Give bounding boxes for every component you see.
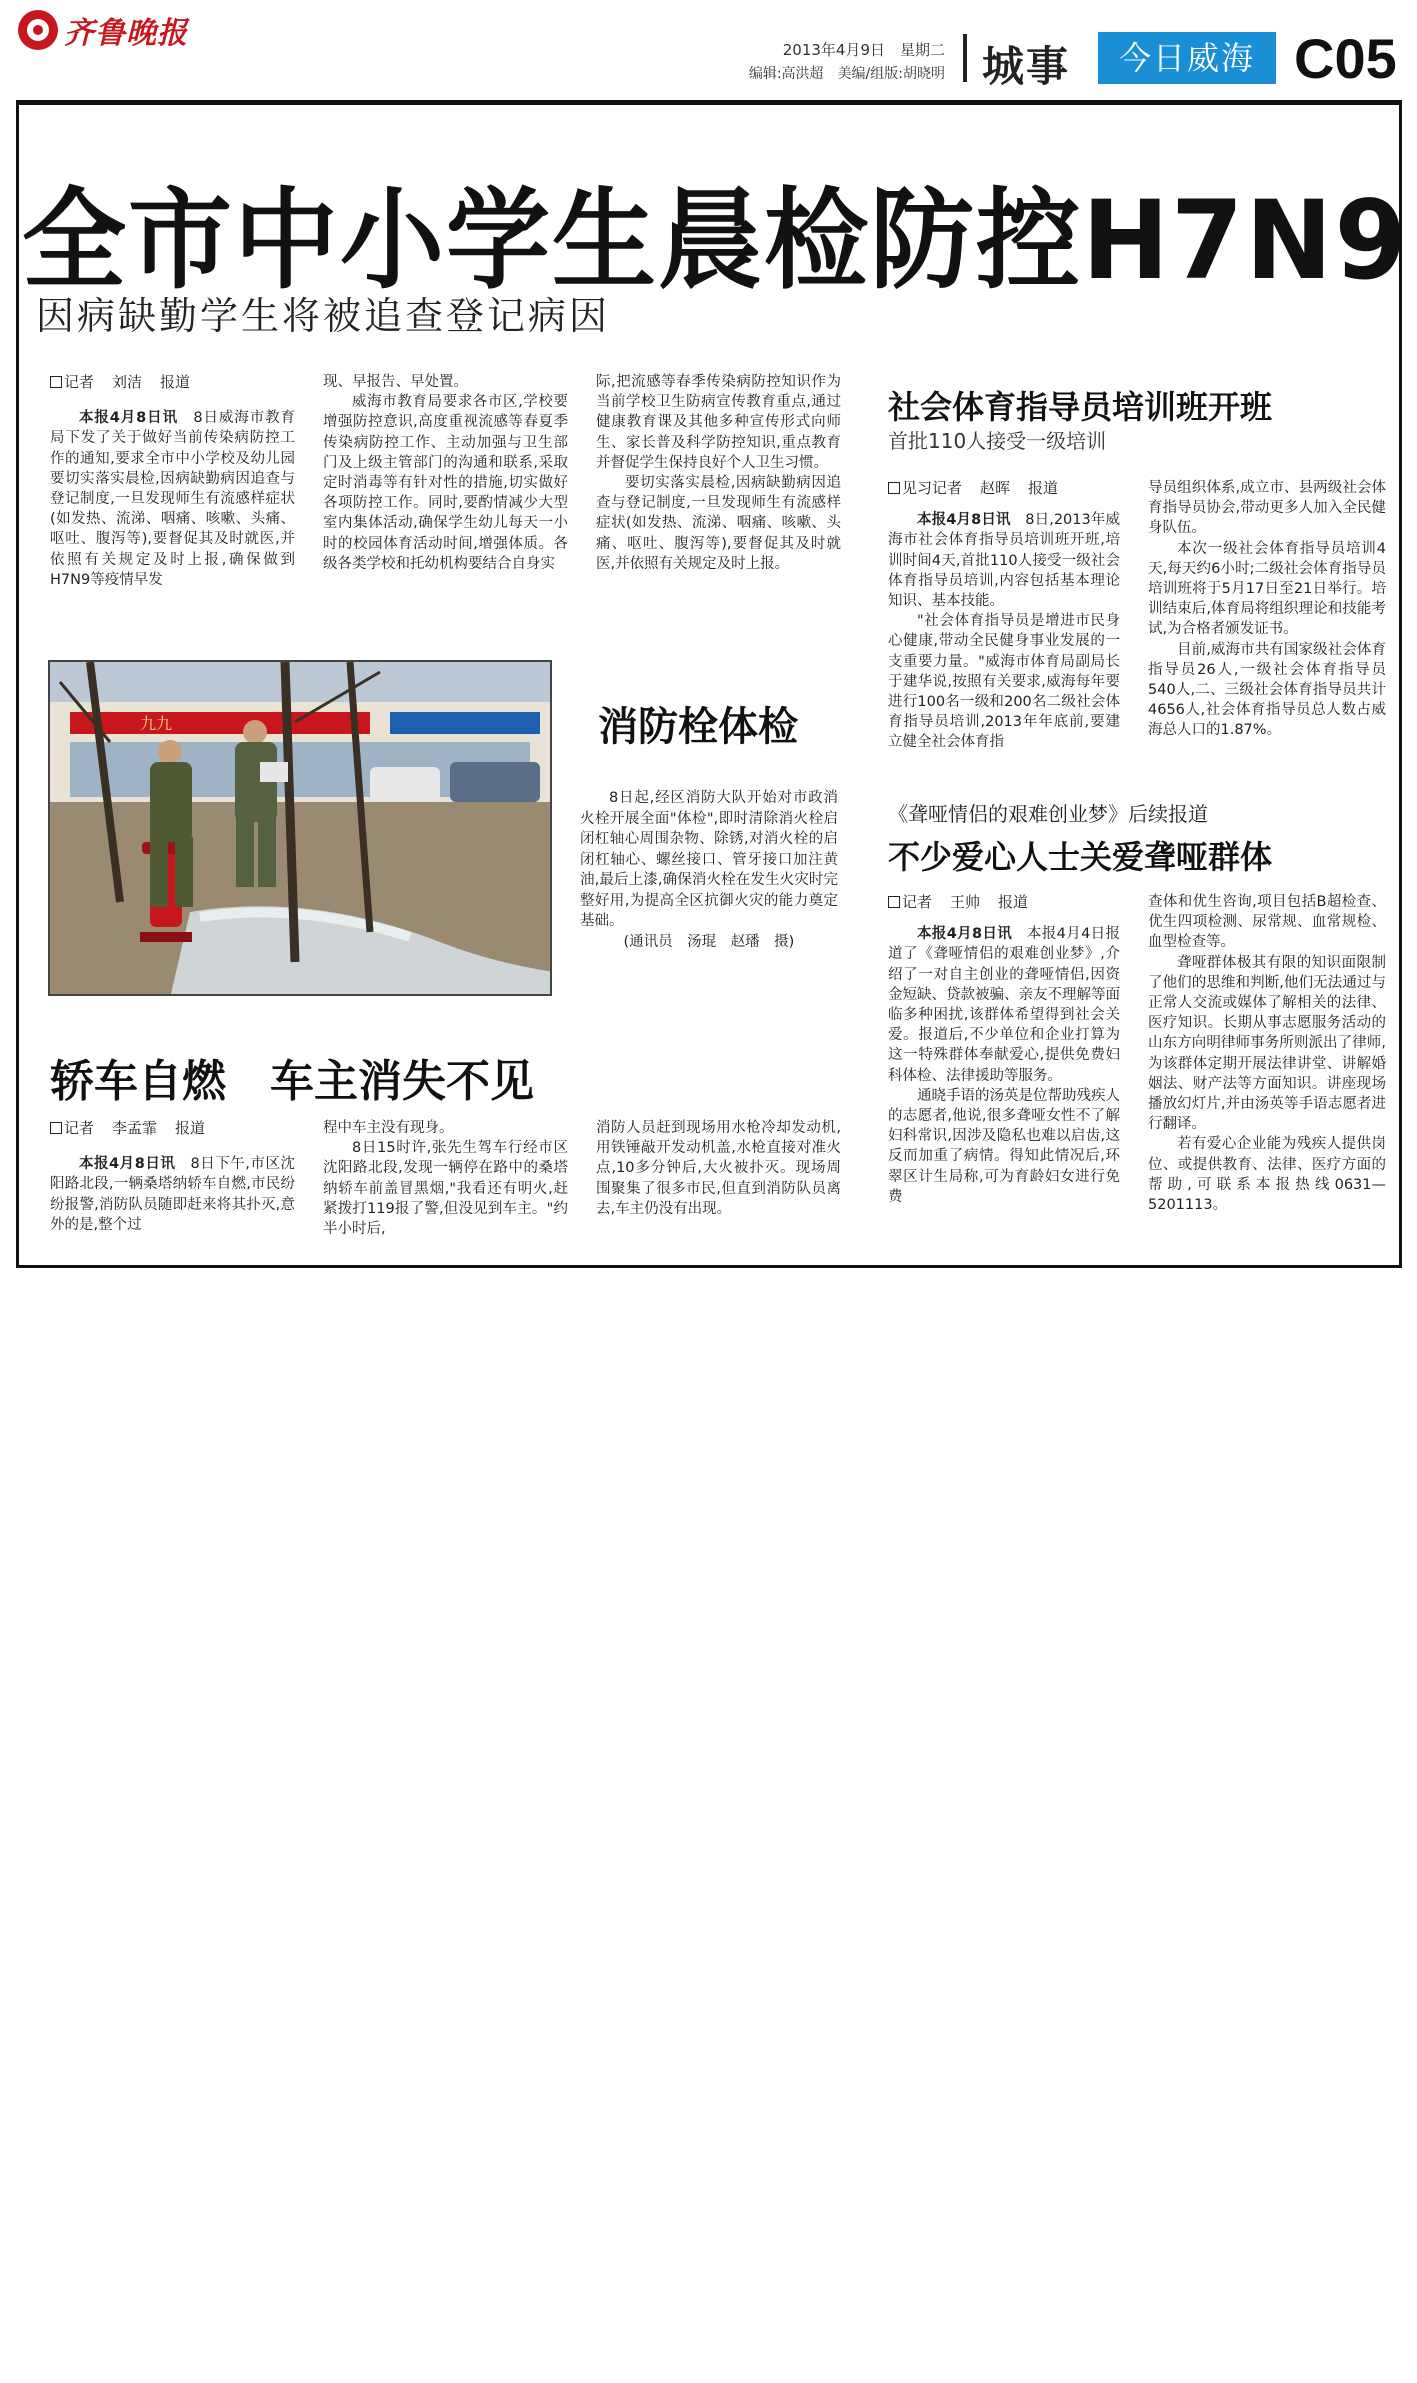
byline-box-icon [888, 482, 900, 494]
sports-paragraph-2: "社会体育指导员是增进市民身心健康,带动全民健身事业发展的一支重要力量。"威海市体育局副局长于建华说,按照有关要求,威海每年要进行100名一级和200名二级社会体育指导员培训,2013年年底前,要建立健全社会体育指 [888, 613, 1120, 751]
byline-box-icon [888, 896, 900, 908]
car-byline: 记者 李孟霏 报道 [50, 1118, 295, 1138]
masthead-divider [963, 34, 967, 82]
deaf-paragraph-4: 若有爱心企业能为残疾人提供岗位、或提供教育、法律、医疗方面的帮助,可联系本报热线0631—5201113。 [1148, 1136, 1386, 1214]
photo-credit: (通讯员 汤琨 赵璠 摄) [623, 933, 795, 950]
byline-box-icon [50, 1122, 62, 1134]
logo-text: 齐鲁晚报 [64, 16, 188, 51]
sports-paragraph-4: 目前,威海市共有国家级社会体育指导员26人,一级社会体育指导员540人,二、三级社会体育指导员共计4656人,社会体育指导员总人数占威海总人口的1.87%。 [1148, 641, 1386, 739]
sports-column-2 [1148, 478, 1386, 741]
logo-emblem-icon [18, 10, 58, 50]
fire-hydrant-photo [48, 660, 552, 996]
deaf-paragraph-2: 通晓手语的汤英是位帮助残疾人的志愿者,他说,很多聋哑女性不了解妇科常识,因涉及隐私也难以启齿,这反而加重了病情。得知此情况后,环翠区计生局称,可为育龄妇女进行免费 [888, 1087, 1120, 1205]
sports-column-1 [888, 478, 1120, 753]
lead-subhead: 因病缺勤学生将被追查登记病因 [36, 294, 611, 338]
photo-headline: 消防栓体检 [598, 704, 798, 750]
editor-credits: 编辑:高洪超 美编/组版:胡晓明 [748, 66, 945, 82]
sports-paragraph-cont: 导员组织体系,成立市、县两级社会体育指导员协会,带动更多人加入全民健身队伍。 [1148, 480, 1386, 537]
lead-column-2 [323, 372, 568, 574]
deaf-byline: 记者 王帅 报道 [888, 892, 1120, 912]
deaf-paragraph-cont: 查体和优生咨询,项目包括B超检查、优生四项检测、尿常规、血常规检、血型检查等。 [1148, 894, 1386, 951]
deaf-kicker: 《聋哑情侣的艰难创业梦》后续报道 [888, 802, 1208, 826]
sports-paragraph-1: 本报4月8日讯 8日,2013年威海市社会体育指导员培训班开班,培训时间4天,首批110人接受一级社会体育指导员培训,内容包括基本理论知识、基本技能。 [888, 512, 1120, 610]
issue-meta [705, 38, 945, 86]
section-tag: 今日威海 [1098, 32, 1276, 84]
lead-paragraph-2: 威海市教育局要求各市区,学校要增强防控意识,高度重视流感等春夏季传染病防控工作、主动加强与卫生部门及上级主管部门的沟通和联系,采取定时消毒等有针对性的措施,切实做好各项防控工作。同时,要酌情减少大型室内集体活动,确保学生幼儿每天一小时的校园体育活动时间,增强体质。各级各类学校和托幼机构要结合自身实 [323, 394, 568, 572]
lead-column-3 [596, 372, 841, 574]
newspaper-logo [18, 8, 188, 52]
photo-caption-text: 8日起,经区消防大队开始对市政消火栓开展全面"体检",即时清除消火栓启闭杠轴心周围杂物、除锈,对消火栓的启闭杠轴心、螺丝接口、管牙接口加注黄油,最后上漆,确保消火栓在发生火灾时完整好用,为提高全区抗御火灾的能力奠定基础。 [580, 790, 838, 929]
lead-paragraph: 本报4月8日讯 8日威海市教育局下发了关于做好当前传染病防控工作的通知,要求全市中小学校及幼儿园要切实落实晨检,因病缺勤病因追查与登记制度,一旦发现师生有流感样症状(如发热、流涕、咽痛、咳嗽、头痛、呕吐、腹泻等),要督促其及时就医,并依照有关规定及时上报,确保做到H7N9等疫情早发 [50, 410, 295, 588]
car-paragraph-2: 8日15时许,张先生驾车行经市区沈阳路北段,发现一辆停在路中的桑塔纳轿车前盖冒黑烟,"我看还有明火,赶紧拨打119报了警,但没见到车主。"约半小时后, [323, 1140, 568, 1238]
sports-headline: 社会体育指导员培训班开班 [888, 388, 1273, 426]
masthead [0, 0, 1417, 100]
section-name: 城事 [982, 42, 1071, 91]
deaf-paragraph-3: 聋哑群体极其有限的知识面限制了他们的思维和判断,他们无法通过与正常人交流或媒体了解相关的法律、医疗知识。长期从事志愿服务活动的山东方向明律师事务所则派出了律师,为该群体定期开展法律讲堂、讲解婚姻法、财产法等方面知识。讲座现场播放幻灯片,并由汤英等手语志愿者进行翻译。 [1148, 954, 1386, 1133]
lead-paragraph-cont: 现、早报告、早处置。 [323, 374, 468, 390]
byline-box-icon [50, 376, 62, 388]
car-column-1 [50, 1118, 295, 1235]
issue-date: 2013年4月9日 星期二 [782, 41, 945, 59]
sports-subhead: 首批110人接受一级培训 [888, 429, 1107, 453]
deaf-column-2 [1148, 892, 1386, 1215]
lead-byline: 记者 刘洁 报道 [50, 372, 295, 392]
deaf-paragraph-1: 本报4月8日讯 本报4月4日报道了《聋哑情侣的艰难创业梦》,介绍了一对自主创业的聋哑情侣,因资金短缺、贷款被骗、亲友不理解等面临多种困扰,该群体希望得到社会关爱。报道后,不少单位和企业打算为这一特殊群体奉献爱心,提供免费妇科体检、法律援助等服务。 [888, 926, 1121, 1084]
car-paragraph-3: 消防人员赶到现场用水枪冷却发动机,用铁锤敲开发动机盖,水枪直接对准火点,10多分钟后,大火被扑灭。现场周围聚集了很多市民,但直到消防队员离去,车主仍没有出现。 [596, 1120, 841, 1217]
photo-illustration [50, 662, 552, 996]
lead-headline: 全市中小学生晨检防控H7N9 [22, 176, 1409, 305]
car-column-3 [596, 1118, 841, 1219]
sports-byline: 见习记者 赵晖 报道 [888, 478, 1120, 498]
car-paragraph-1: 本报4月8日讯 8日下午,市区沈阳路北段,一辆桑塔纳轿车自燃,市民纷纷报警,消防队员随即赶来将其扑灭,意外的是,整个过 [50, 1156, 295, 1233]
car-column-2 [323, 1118, 568, 1239]
sports-paragraph-3: 本次一级社会体育指导员培训4天,每天约6小时;二级社会体育指导员培训班将于5月17日至21日举行。培训结束后,体育局将组织理论和技能考试,为合格者颁发证书。 [1148, 540, 1386, 638]
photo-caption [580, 788, 838, 952]
lead-paragraph-4: 要切实落实晨检,因病缺勤病因追查与登记制度,一旦发现师生有流感样症状(如发热、流涕、咽痛、咳嗽、头痛、呕吐、腹泻等),要督促其及时就医,并依照有关规定及时上报。 [596, 475, 841, 572]
deaf-column-1 [888, 892, 1120, 1207]
page-number: C05 [1294, 27, 1397, 90]
car-paragraph-cont: 程中车主没有现身。 [323, 1120, 454, 1136]
car-headline: 轿车自燃 车主消失不见 [50, 1056, 534, 1107]
shop-sign-text: 九九 [140, 714, 173, 733]
deaf-headline: 不少爱心人士关爱聋哑群体 [888, 838, 1273, 876]
lead-column-1 [50, 372, 295, 590]
lead-paragraph-3: 际,把流感等春季传染病防控知识作为当前学校卫生防病宣传教育重点,通过健康教育课及其他多种宣传形式向师生、家长普及科学防控知识,重点教育并督促学生保持良好个人卫生习惯。 [596, 374, 841, 471]
